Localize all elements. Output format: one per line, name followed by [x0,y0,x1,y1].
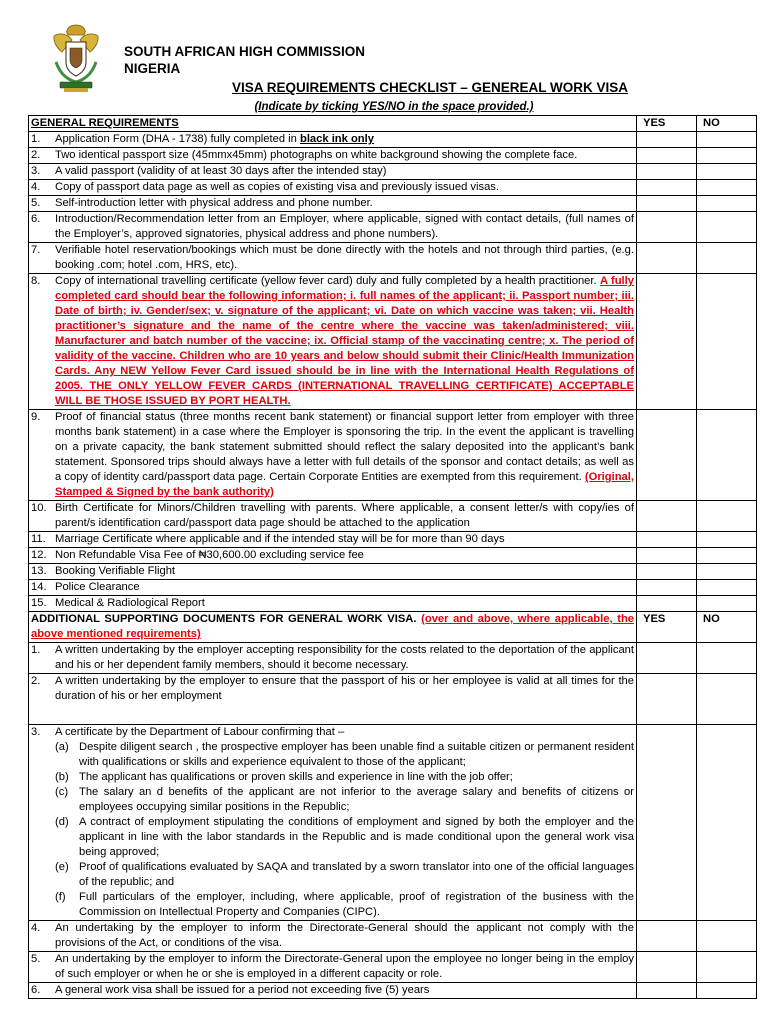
table-row [29,243,757,274]
no-checkbox-cell[interactable] [697,196,757,212]
item-text: Marriage Certificate where applicable and if the intended stay will be for more than 90 days [55,533,505,545]
no-checkbox-cell[interactable] [697,410,757,501]
sub-item: (c) The salary an d benefits of the applicant are not inferior to the average salary and benefits of citizens or employees occupying similar positions in the Republic; [55,786,634,813]
coat-of-arms-emblem [48,22,104,94]
item-number: 4. [31,922,41,934]
item-number: 2. [31,149,41,161]
item-text: An undertaking by the employer to inform the Directorate-General upon the employee no longer being in the employ of such employer or when he or she is employed in a different capacity or role. [55,953,634,980]
item-number: 15. [31,597,47,609]
yellow-fever-requirements-note: A fully completed card should bear the following information; i. full names of the applicant; ii. Passport number; iii. Date of birth; iv. Gender/sex; v. signature of the applicant; vi. Date on which vaccine was taken; vii. Health practitioner’s signature and the name of the centre where the vaccine was taken/administered; viii. Manufacturer and batch number of the vaccine; ix. Official stamp of the vaccinating centre; x. The period of validity of the vaccine. Children who are 10 years and below should submit their Clinic/Health Immunization Cards. Any NEW Yellow Fever Card issued should be in line with the International Health Regulations of 2005. THE ONLY YELLOW FEVER CARDS (INTERNATIONAL TRAVELLING CERTIFICATE) ACCEPTABLE WILL BE THOSE ISSUED BY PORT HEALTH. [55,275,634,407]
no-checkbox-cell[interactable] [697,532,757,548]
table-row [29,596,757,612]
table-row [29,132,757,148]
item-number: 3. [31,726,41,738]
item-text: Medical & Radiological Report [55,597,205,609]
no-checkbox-cell[interactable] [697,501,757,532]
header-commission: SOUTH AFRICAN HIGH COMMISSION [124,44,365,59]
item-number: 6. [31,213,41,225]
item-text: A valid passport (validity of at least 30 days after the intended stay) [55,165,387,177]
item-number: 9. [31,411,41,423]
no-checkbox-cell[interactable] [697,725,757,921]
item-text: A written undertaking by the employer accepting responsibility for the costs related to the deportation of the applicant and his or her dependent family members, should it become necessary. [55,644,634,671]
yes-checkbox-cell[interactable] [637,725,697,921]
yes-checkbox-cell[interactable] [637,196,697,212]
table-row [29,674,757,725]
item-number: 10. [31,502,47,514]
yes-column-header: YES [637,612,697,643]
item-number: 7. [31,244,41,256]
table-row [29,410,757,501]
general-heading: GENERAL REQUIREMENTS [31,117,179,129]
item-number: 8. [31,275,41,287]
item-text: Non Refundable Visa Fee of ₦30,600.00 excluding service fee [55,549,364,561]
item-number: 12. [31,549,47,561]
item-text: Introduction/Recommendation letter from an Employer, where applicable, signed with contact details, (full names of the Employer’s, approved signatories, physical address and phone numbers). [55,213,634,240]
instruction-text: (Indicate by ticking YES/NO in the space provided.) [254,101,534,113]
sub-item: (d) A contract of employment stipulating the conditions of employment and signed by both the employer and the applicant in line with the labor standards in the Republic and is made conditional upon the general work visa being approved; [55,816,634,858]
item-text: Police Clearance [55,581,140,593]
item-number: 2. [31,675,41,687]
yes-checkbox-cell[interactable] [637,580,697,596]
sub-item: (f) Full particulars of the employer, including, where applicable, proof of registration of the business with the Commission on Intellectual Property and Companies (CIPC). [55,891,634,918]
additional-heading: ADDITIONAL SUPPORTING DOCUMENTS FOR GENERAL WORK VISA. [31,613,422,625]
item-text: Two identical passport size (45mmx45mm) photographs on white background showing the complete face. [55,149,578,161]
table-row [29,952,757,983]
header-country: NIGERIA [124,61,181,76]
yes-checkbox-cell[interactable] [637,164,697,180]
item-number: 6. [31,984,41,996]
item-number: 5. [31,197,41,209]
yes-checkbox-cell[interactable] [637,564,697,580]
item-text: Application Form (DHA - 1738) fully completed in [55,133,300,145]
yes-checkbox-cell[interactable] [637,243,697,274]
no-checkbox-cell[interactable] [697,580,757,596]
table-row [29,725,757,921]
no-checkbox-cell[interactable] [697,164,757,180]
item-text: An undertaking by the employer to inform the Directorate-General should the applicant not comply with the provisions of the Act, or conditions of the visa. [55,922,634,949]
item-text: Booking Verifiable Flight [55,565,176,577]
item-number: 13. [31,565,47,577]
yes-checkbox-cell[interactable] [637,548,697,564]
table-row [29,196,757,212]
item-number: 14. [31,581,47,593]
yes-checkbox-cell[interactable] [637,643,697,674]
sub-item: (b) The applicant has qualifications or proven skills and experience in line with the job offer; [55,771,513,783]
item-text: Proof of financial status (three months recent bank statement) or financial support letter from employer with three months bank statement) in a case where the Employer is sponsoring the trip. In the event the applicant is travelling on a private capacity, the bank statement submitted should reflect the salary deposited into the applicant’s bank statement. Sponsored trips should always have a letter with full details of the sponsor and contact details; as well as a copy of identity card/passport data page. Certain Corporate Entities are exempted from this requirement. [55,411,634,483]
no-column-header: NO [697,116,757,132]
no-column-header: NO [697,612,757,643]
bank-authority-note: (Original, Stamped & Signed by the bank authority) [55,471,634,498]
yes-checkbox-cell[interactable] [637,952,697,983]
table-row [29,501,757,532]
no-checkbox-cell[interactable] [697,180,757,196]
sub-item: (a) Despite diligent search , the prospective employer has been unable find a suitable citizen or permanent resident with qualifications or skills and experience equivalent to those of the applicant; [55,741,634,768]
table-row [29,921,757,952]
no-checkbox-cell[interactable] [697,564,757,580]
table-row [29,148,757,164]
item-text: A general work visa shall be issued for a period not exceeding five (5) years [55,984,430,996]
item-text: Copy of international travelling certificate (yellow fever card) duly and fully completed by a health practitioner. [55,275,600,287]
page-title: VISA REQUIREMENTS CHECKLIST – GENEREAL WORK VISA [232,80,629,95]
yes-checkbox-cell[interactable] [637,921,697,952]
item-text: Copy of passport data page as well as copies of existing visa and previously issued visas. [55,181,500,193]
yes-checkbox-cell[interactable] [637,596,697,612]
yes-checkbox-cell[interactable] [637,532,697,548]
item-number: 5. [31,953,41,965]
table-row [29,983,757,999]
item-number: 1. [31,133,41,145]
checklist-table [28,115,757,999]
table-row [29,643,757,674]
no-checkbox-cell[interactable] [697,274,757,410]
no-checkbox-cell[interactable] [697,148,757,164]
table-row [29,548,757,564]
yes-checkbox-cell[interactable] [637,148,697,164]
yes-checkbox-cell[interactable] [637,983,697,999]
additional-heading-note: (over and above, where applicable, the above mentioned requirements) [31,613,635,640]
item-text: Verifiable hotel reservation/bookings which must be done directly with the hotels and not through third parties, (e.g. booking .com; hotel .com, HRS, etc). [55,244,634,271]
yes-checkbox-cell[interactable] [637,410,697,501]
yes-column-header: YES [637,116,697,132]
item-text: A certificate by the Department of Labour confirming that – [55,726,345,738]
table-row [29,532,757,548]
no-checkbox-cell[interactable] [697,643,757,674]
item-text: A written undertaking by the employer to ensure that the passport of his or her employee is valid at all times for the duration of his or her employment [55,675,634,702]
item-text: Birth Certificate for Minors/Children travelling with parents. Where applicable, a consent letter/s with copy/ies of parent/s identification card/passport data page should be attached to the application [55,502,634,529]
no-checkbox-cell[interactable] [697,243,757,274]
yes-checkbox-cell[interactable] [637,674,697,725]
table-row [29,274,757,410]
item-number: 11. [31,533,46,545]
no-checkbox-cell[interactable] [697,132,757,148]
yes-checkbox-cell[interactable] [637,274,697,410]
no-checkbox-cell[interactable] [697,596,757,612]
item-number: 3. [31,165,41,177]
no-checkbox-cell[interactable] [697,983,757,999]
yes-checkbox-cell[interactable] [637,180,697,196]
table-row [29,580,757,596]
no-checkbox-cell[interactable] [697,921,757,952]
no-checkbox-cell[interactable] [697,212,757,243]
yes-checkbox-cell[interactable] [637,501,697,532]
table-row [29,564,757,580]
general-header-row [29,116,757,132]
table-row [29,164,757,180]
yes-checkbox-cell[interactable] [637,212,697,243]
no-checkbox-cell[interactable] [697,952,757,983]
yes-checkbox-cell[interactable] [637,132,697,148]
item-emphasis: black ink only [299,133,374,145]
sub-item: (e) Proof of qualifications evaluated by SAQA and translated by a sworn translator into one of the official languages of the republic; and [55,861,634,888]
additional-header-row [29,612,757,643]
table-row [29,212,757,243]
table-row [29,180,757,196]
item-number: 4. [31,181,41,193]
item-number: 1. [31,644,41,656]
no-checkbox-cell[interactable] [697,548,757,564]
item-text: Self-introduction letter with physical address and phone number. [55,197,373,209]
no-checkbox-cell[interactable] [697,674,757,725]
